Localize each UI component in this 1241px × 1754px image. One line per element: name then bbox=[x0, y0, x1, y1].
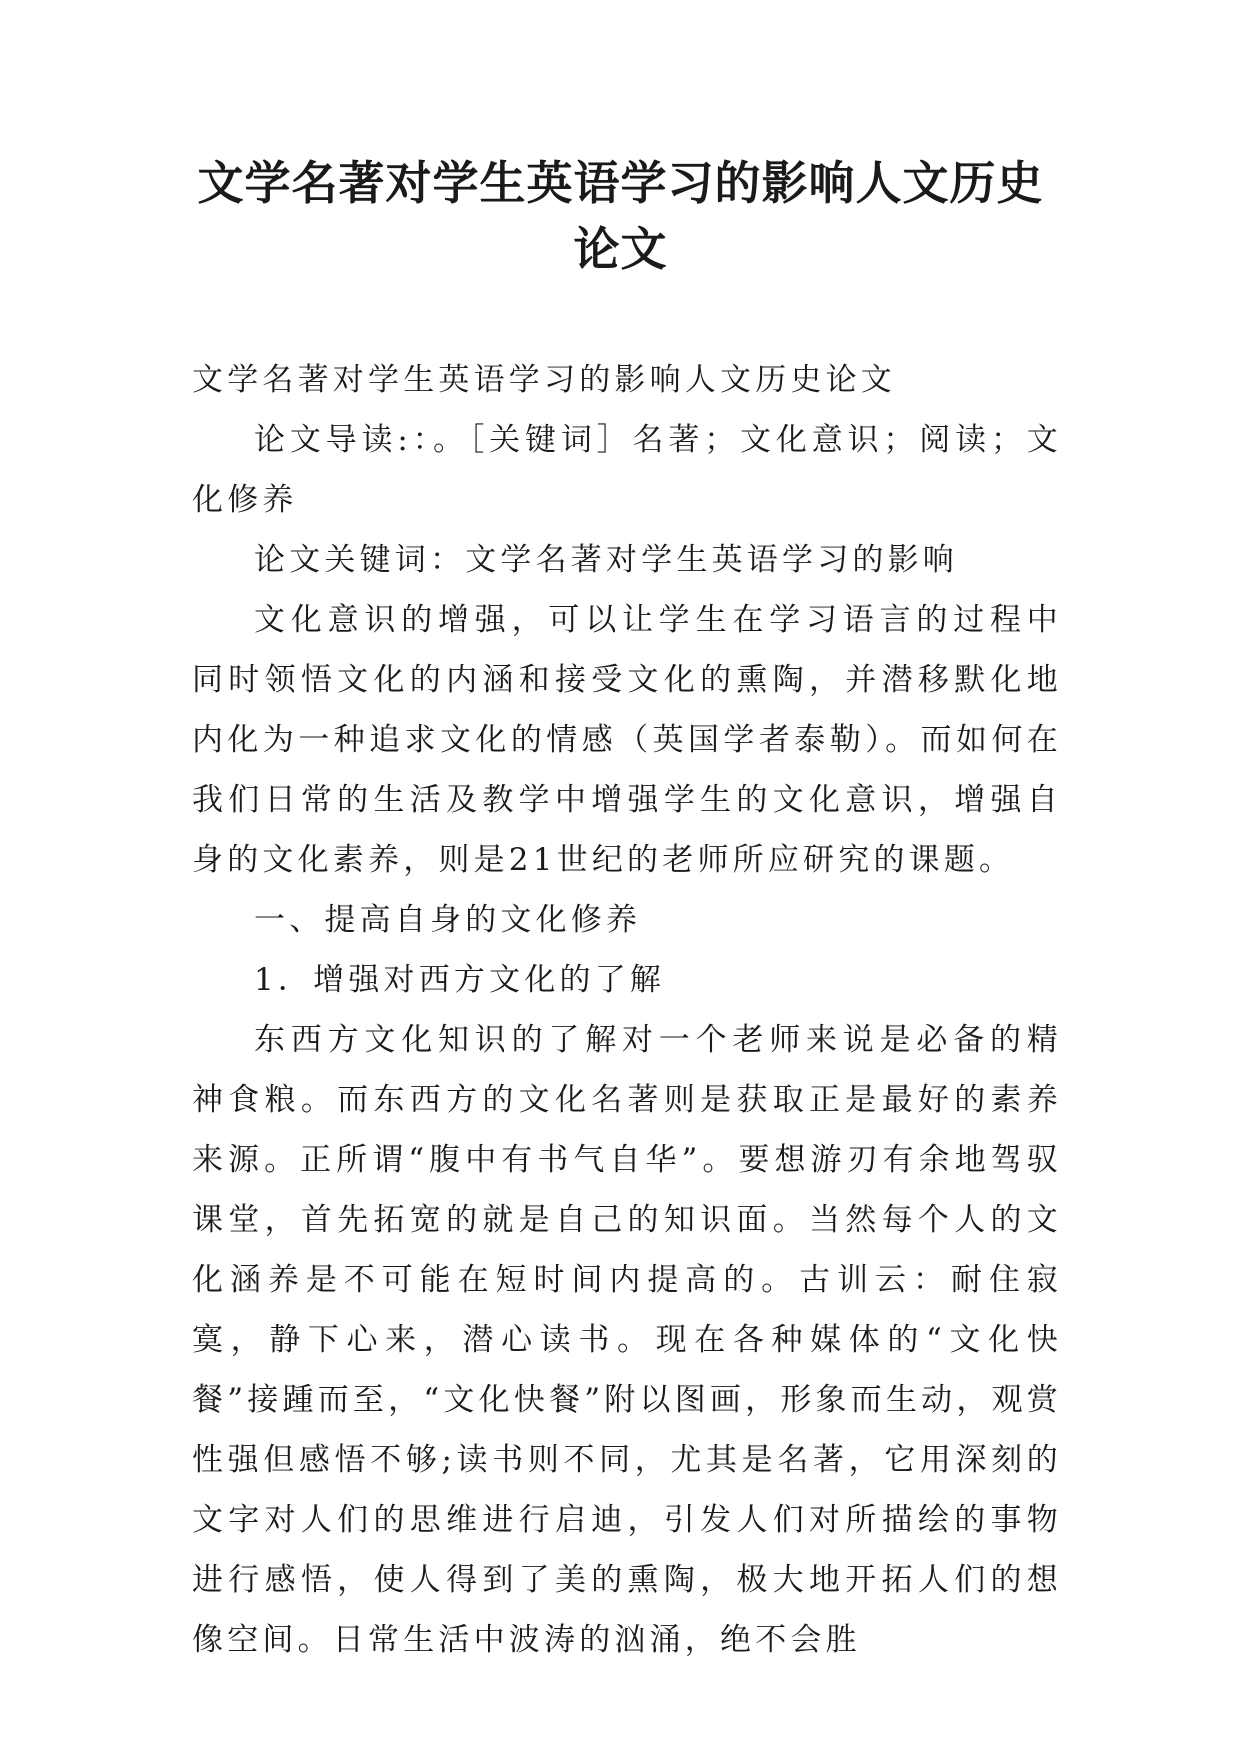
keywords-paragraph: 论文关键词：文学名著对学生英语学习的影响 bbox=[254, 542, 958, 578]
intro-paragraph: 文化意识的增强，可以让学生在学习语言的过程中同时领悟文化的内涵和接受文化的熏陶，并潜移默化地内化为一种追求文化的情感（英国学者泰勒）。而如何在我们日常的生活及教学中增强学生的文化意识，增强自身的文化素养，则是21世纪的老师所应研究的课题。 bbox=[192, 602, 1062, 878]
body-paragraph: 东西方文化知识的了解对一个老师来说是必备的精神食粮。而东西方的文化名著则是获取正是最好的素养来源。正所谓“腹中有书气自华”。要想游刃有余地驾驭课堂，首先拓宽的就是自己的知识面。当然每个人的文化涵养是不可能在短时间内提高的。古训云：耐住寂寞，静下心来，潜心读书。现在各种媒体的“文化快餐”接踵而至，“文化快餐”附以图画，形象而生动，观赏性强但感悟不够;读书则不同，尤其是名著，它用深刻的文字对人们的思维进行启迪，引发人们对所描绘的事物进行感悟，使人得到了美的熏陶，极大地开拓人们的想像空间。日常生活中波涛的汹涌，绝不会胜 bbox=[192, 1022, 1062, 1658]
document-body bbox=[192, 350, 1062, 1670]
subsection-heading: 1．增强对西方文化的了解 bbox=[254, 962, 666, 998]
title-line-2: 论文 bbox=[573, 222, 668, 276]
title-line-1: 文学名著对学生英语学习的影响人文历史 bbox=[197, 156, 1044, 210]
guide-paragraph: 论文导读:：。［关键词］名著；文化意识；阅读；文化修养 bbox=[192, 422, 1062, 518]
document-title bbox=[150, 150, 1091, 282]
paper-heading-paragraph: 文学名著对学生英语学习的影响人文历史论文 bbox=[192, 362, 896, 398]
section-heading: 一、提高自身的文化修养 bbox=[254, 902, 642, 938]
